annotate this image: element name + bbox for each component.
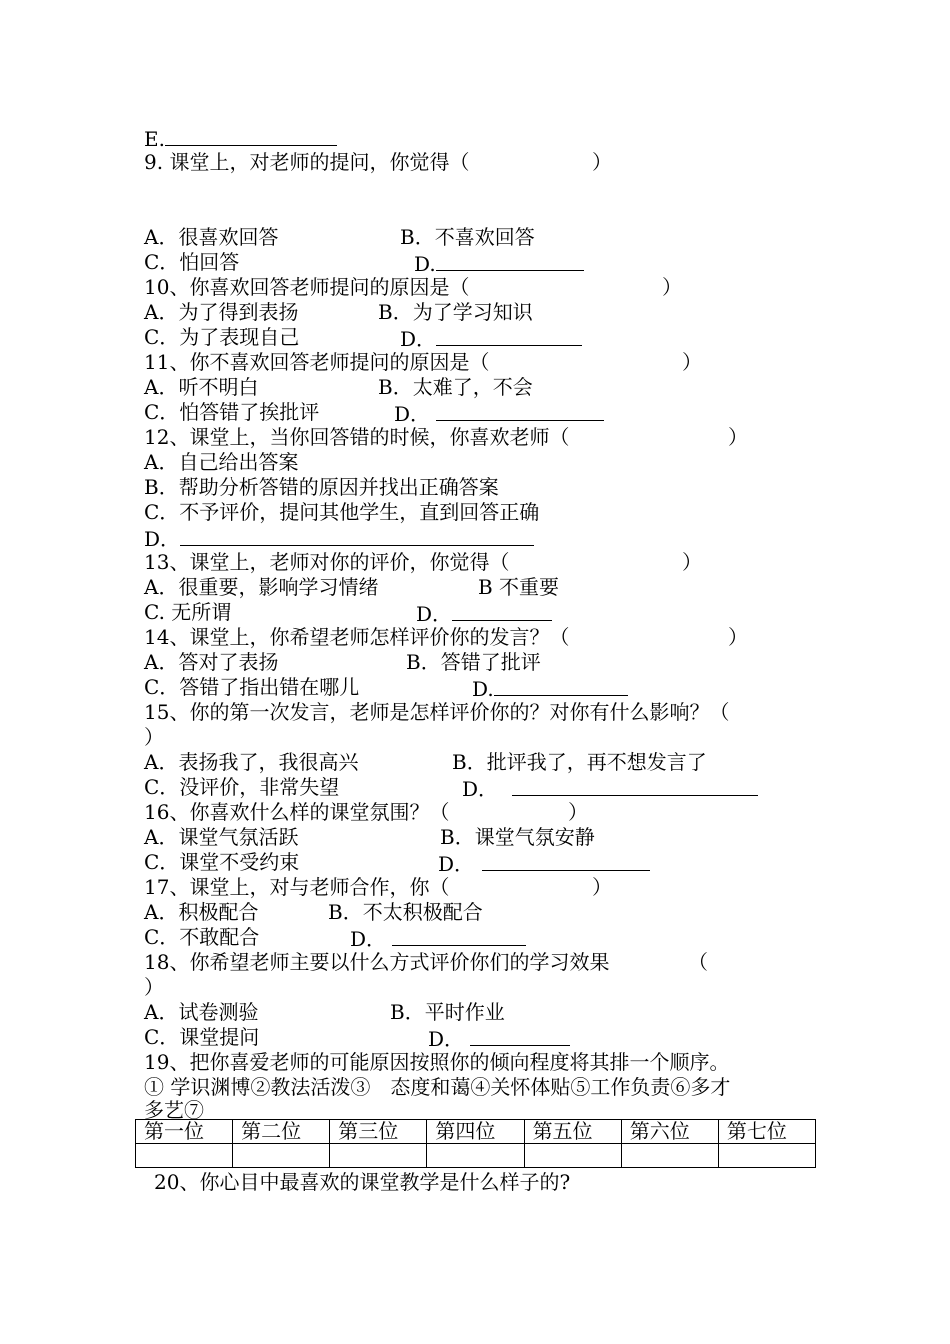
options-text: 多艺⑦ (144, 1098, 204, 1122)
rank-header-cell: 第六位 (621, 1120, 718, 1144)
option-c[interactable]: C．课堂提问 (144, 1025, 260, 1049)
question-text: 19、把你喜爱老师的可能原因按照你的倾向程度将其排一个顺序。 (144, 1050, 730, 1074)
option-a[interactable]: A．听不明白 (144, 375, 259, 399)
option-label: D． (350, 927, 387, 951)
rank-answer-cell[interactable] (718, 1144, 815, 1168)
option-a[interactable]: A．答对了表扬 (144, 650, 279, 674)
question-open-paren: （ (688, 950, 708, 974)
option-label: D． (144, 527, 181, 551)
option-label: D． (394, 402, 431, 426)
option-d[interactable] (414, 250, 584, 277)
option-c[interactable]: C．不予评价，提问其他学生，直到回答正确 (144, 500, 540, 524)
option-b[interactable]: B 不重要 (478, 575, 560, 599)
option-e-line (144, 125, 337, 150)
option-b[interactable]: B．为了学习知识 (378, 300, 533, 324)
question-text: 17、课堂上，对与老师合作，你（ (144, 875, 450, 899)
question-close-paren: ） (144, 725, 164, 749)
rank-answer-cell[interactable] (427, 1144, 524, 1168)
option-label: E. (144, 127, 165, 151)
option-c[interactable]: C．怕回答 (144, 250, 240, 274)
option-a[interactable]: A．课堂气氛活跃 (144, 825, 299, 849)
rank-header-cell: 第七位 (718, 1120, 815, 1144)
option-a[interactable]: A．很喜欢回答 (144, 225, 279, 249)
option-b[interactable]: B．平时作业 (390, 1000, 505, 1024)
option-b[interactable]: B．太难了，不会 (378, 375, 533, 399)
option-c[interactable]: C．答错了指出错在哪儿 (144, 675, 360, 699)
rank-header-cell: 第二位 (233, 1120, 330, 1144)
rank-header-cell: 第一位 (136, 1120, 233, 1144)
option-d[interactable] (394, 400, 604, 427)
answer-blank[interactable] (482, 850, 650, 871)
option-b[interactable]: B．答错了批评 (406, 650, 541, 674)
rank-header-cell: 第三位 (330, 1120, 427, 1144)
answer-blank[interactable] (436, 400, 604, 421)
option-label: D. (414, 252, 436, 276)
question-close-paren: ） (728, 625, 748, 649)
rank-answer-cell[interactable] (136, 1144, 233, 1168)
rank-answer-cell[interactable] (621, 1144, 718, 1168)
question-close-paren: ） (682, 550, 702, 574)
answer-blank[interactable] (392, 925, 526, 946)
question-close-paren: ） (568, 800, 588, 824)
option-label: D． (416, 602, 453, 626)
option-d[interactable] (438, 850, 650, 877)
option-d[interactable] (350, 925, 526, 952)
option-label: D． (438, 852, 475, 876)
question-text: 18、你希望老师主要以什么方式评价你们的学习效果 (144, 950, 610, 974)
rank-answer-cell[interactable] (524, 1144, 621, 1168)
answer-blank[interactable] (512, 775, 758, 796)
question-close-paren: ） (662, 275, 682, 299)
question-close-paren: ） (592, 150, 612, 174)
option-d[interactable] (462, 775, 758, 802)
answer-blank[interactable] (165, 125, 337, 146)
question-text: 12、课堂上，当你回答错的时候，你喜欢老师（ (144, 425, 570, 449)
option-a[interactable]: A．表扬我了，我很高兴 (144, 750, 359, 774)
option-d[interactable] (416, 600, 552, 627)
rank-answer-cell[interactable] (330, 1144, 427, 1168)
option-a[interactable]: A．为了得到表扬 (144, 300, 299, 324)
rank-header-cell: 第五位 (524, 1120, 621, 1144)
option-a[interactable]: A．自己给出答案 (144, 450, 299, 474)
option-c[interactable]: C. 无所谓 (144, 600, 232, 624)
question-text: 10、你喜欢回答老师提问的原因是（ (144, 275, 470, 299)
rank-table (135, 1119, 816, 1168)
question-text: 20、你心目中最喜欢的课堂教学是什么样子的? (154, 1170, 571, 1194)
option-b[interactable]: B．帮助分析答错的原因并找出正确答案 (144, 475, 499, 499)
rank-header-row (136, 1120, 816, 1144)
option-c[interactable]: C．课堂不受约束 (144, 850, 300, 874)
answer-blank[interactable] (494, 675, 628, 696)
rank-answer-cell[interactable] (233, 1144, 330, 1168)
option-c[interactable]: C．没评价，非常失望 (144, 775, 340, 799)
option-a[interactable]: A．很重要，影响学习情绪 (144, 575, 379, 599)
option-b[interactable]: B．批评我了，再不想发言了 (452, 750, 707, 774)
answer-blank[interactable] (180, 525, 534, 546)
question-close-paren: ） (144, 975, 164, 999)
option-a[interactable]: A．积极配合 (144, 900, 259, 924)
option-d[interactable] (400, 325, 582, 352)
rank-header-cell: 第四位 (427, 1120, 524, 1144)
question-close-paren: ） (592, 875, 612, 899)
question-close-paren: ） (728, 425, 748, 449)
option-b[interactable]: B．不喜欢回答 (400, 225, 535, 249)
option-a[interactable]: A．试卷测验 (144, 1000, 259, 1024)
option-c[interactable]: C．不敢配合 (144, 925, 260, 949)
question-close-paren: ） (682, 350, 702, 374)
option-d[interactable] (472, 675, 628, 702)
option-label: D. (472, 677, 494, 701)
answer-blank[interactable] (436, 250, 584, 271)
option-d[interactable] (428, 1025, 570, 1052)
question-text: 9. 课堂上，对老师的提问，你觉得（ (144, 150, 470, 174)
option-c[interactable]: C．为了表现自己 (144, 325, 300, 349)
question-text: 14、课堂上，你希望老师怎样评价你的发言？（ (144, 625, 570, 649)
question-text: 16、你喜欢什么样的课堂氛围？（ (144, 800, 450, 824)
question-text: 15、你的第一次发言，老师是怎样评价你的？对你有什么影响？（ (144, 700, 730, 724)
option-label: D． (462, 777, 499, 801)
rank-answer-row (136, 1144, 816, 1168)
question-text: 11、你不喜欢回答老师提问的原因是（ (144, 350, 490, 374)
option-c[interactable]: C．怕答错了挨批评 (144, 400, 320, 424)
option-d[interactable] (144, 525, 534, 552)
answer-blank[interactable] (470, 1025, 570, 1046)
option-b[interactable]: B．不太积极配合 (328, 900, 483, 924)
option-b[interactable]: B．课堂气氛安静 (440, 825, 595, 849)
options-text: ① 学识渊博②教法活泼③ 态度和蔼④关怀体贴⑤工作负责⑥多才 (144, 1075, 731, 1099)
answer-blank[interactable] (436, 325, 582, 346)
option-label: D． (400, 327, 437, 351)
question-text: 13、课堂上，老师对你的评价，你觉得（ (144, 550, 510, 574)
answer-blank[interactable] (452, 600, 552, 621)
option-label: D． (428, 1027, 465, 1051)
